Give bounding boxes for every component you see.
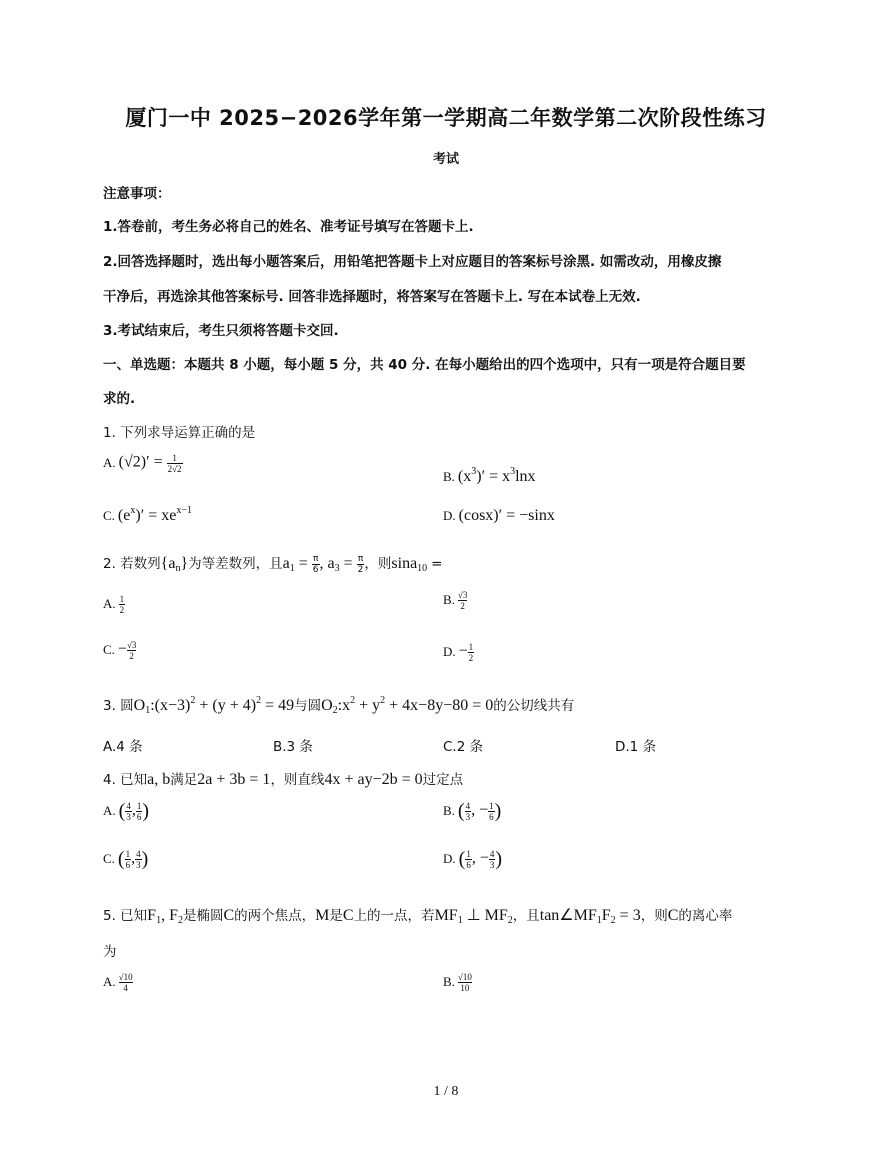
q3-stem: 3. 圆$O_1:(x-3)^2 + (y + 4)^2 = 49$与圆$O_2:x^2 + y^2 + 4x-8y-80 = 0$的公切线共有 [103, 695, 575, 716]
page-subtitle: 考试 [432, 152, 459, 167]
q1-option-b: B. $(x^3)' = x^3\ln x$ [443, 466, 536, 485]
q1-option-c: C. $(e^x)' = xe^{x-1}$ [103, 505, 192, 524]
notice-heading: 注意事项： [103, 186, 171, 202]
q4-option-a: A. ( $\frac{4}{3}$ , $\frac{1}{6}$ ) [103, 800, 149, 822]
q3-option-d: D.1 条 [615, 739, 657, 755]
q5-option-b: B. $\frac{√10}{10}$ [443, 972, 472, 993]
q2-option-d: D. − $\frac{1}{2}$ [443, 642, 474, 663]
q2-stem: 2. 若数列$\{a_n\}$为等差数列，且$a_1$ = $\frac{\pi}{6}$ , $a_3$ = $\frac{\pi}{2}$ ，则sina$_{10}$ = [103, 553, 443, 575]
q5-stem-line1: 5. 已知$F_1$, $F_2$是椭圆C的两个焦点，M是C上的一点，若$MF_1$ ⊥ $MF_2$，且$\tan\angle MF_1F_2 = 3$，则C的离心率 [103, 907, 733, 926]
notice-item-3: 3.考试结束后，考生只须将答题卡交回. [103, 323, 339, 339]
q3-option-a: A.4 条 [103, 739, 143, 755]
q5-stem-line2: 为 [103, 944, 117, 960]
section-heading-line1: 一、单选题：本题共 8 小题，每小题 5 分，共 40 分. 在每小题给出的四个选项中，只有一项是符合题目要 [103, 357, 746, 373]
q3-option-b: B.3 条 [273, 739, 313, 755]
q1-option-d: D. (cosx)′ = −sinx [443, 507, 555, 524]
q4-option-b: B. ( $\frac{4}{3}$ , − $\frac{1}{6}$ ) [443, 800, 502, 822]
q4-option-c: C. ( $\frac{1}{6}$ , $\frac{4}{3}$ ) [103, 848, 149, 870]
q2-option-b: B. $\frac{√3}{2}$ [443, 590, 468, 611]
section-heading-line2: 求的. [103, 391, 136, 407]
q4-option-d: D. ( $\frac{1}{6}$ , − $\frac{4}{3}$ ) [443, 848, 503, 870]
q3-option-c: C.2 条 [443, 739, 484, 755]
q4-stem: 4. 已知a, b满足2a + 3b = 1，则直线4x + ay−2b = 0过定点 [103, 771, 464, 788]
notice-item-2b: 干净后，再选涂其他答案标号. 回答非选择题时，将答案写在答题卡上. 写在本试卷上无效. [103, 289, 641, 305]
page-title: 厦门一中 2025−2026学年第一学期高二年数学第二次阶段性练习 [125, 106, 767, 130]
q1-option-a: A. (√2)′ = $\frac{1}{2√2}$ [103, 453, 182, 474]
q2-option-c: C. − $\frac{√3}{2}$ [103, 640, 137, 661]
page-number: 1 / 8 [433, 1084, 459, 1099]
q1-stem: 1. 下列求导运算正确的是 [103, 425, 256, 441]
q5-option-a: A. $\frac{√10}{4}$ [103, 972, 133, 993]
notice-item-2a: 2.回答选择题时，选出每小题答案后，用铅笔把答题卡上对应题目的答案标号涂黑. 如需改动，用橡皮擦 [103, 254, 722, 270]
notice-item-1: 1.答卷前，考生务必将自己的姓名、准考证号填写在答题卡上. [103, 219, 474, 235]
q2-option-a: A. $\frac{1}{2}$ [103, 594, 125, 615]
